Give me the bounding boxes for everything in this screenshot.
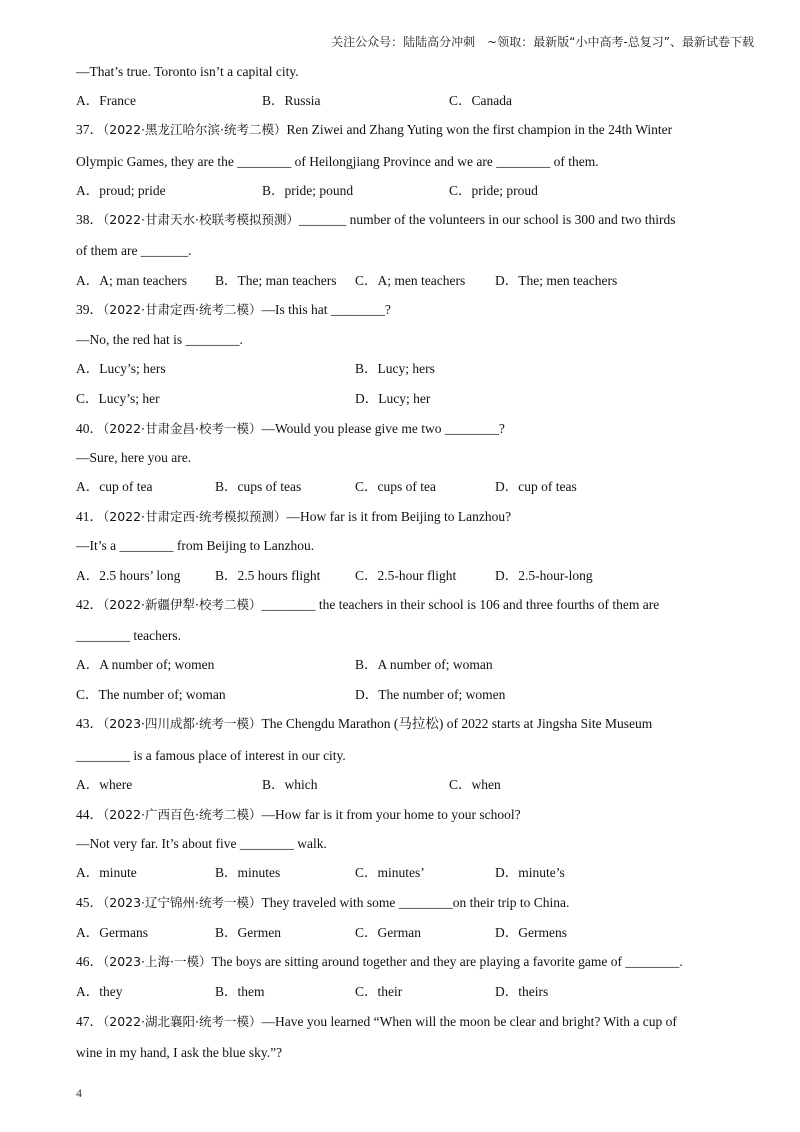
question-38: 38．（2022·甘肃天水·校联考模拟预测）_______ number of the volunteers in our school is 300 and two thirds xyxy=(76,212,676,227)
question-46: 46．（2023·上海·一模）The boys are sitting around together and they are playing a favorite game of ________. xyxy=(76,954,683,969)
question-44: 44．（2022·广西百色·统考二模）—How far is it from your home to your school? xyxy=(76,807,521,822)
option-d: D．Lucy; her xyxy=(355,391,431,406)
option-c: C．The number of; woman xyxy=(76,687,226,702)
option-a: A．proud; pride xyxy=(76,183,166,198)
option-a: A．2.5 hours’ long xyxy=(76,568,181,583)
option-b: B．cups of teas xyxy=(215,479,302,494)
option-b: B．The; man teachers xyxy=(215,273,337,288)
option-b: B．pride; pound xyxy=(262,183,354,198)
question-38-cont: of them are _______. xyxy=(76,243,192,258)
option-b: B．A number of; woman xyxy=(355,657,493,672)
question-39: 39．（2022·甘肃定西·统考二模）—Is this hat ________? xyxy=(76,302,391,317)
dialogue-line: —That’s true. Toronto isn’t a capital city. xyxy=(76,64,299,79)
option-d: D．cup of teas xyxy=(495,479,577,494)
question-43-cont: ________ is a famous place of interest in our city. xyxy=(76,748,346,763)
option-d: D．The; men teachers xyxy=(495,273,618,288)
question-44-cont: —Not very far. It’s about five ________ walk. xyxy=(76,836,327,851)
option-d: D．2.5-hour-long xyxy=(495,568,593,583)
option-a: A．where xyxy=(76,777,133,792)
question-41-cont: —It’s a ________ from Beijing to Lanzhou. xyxy=(76,538,315,553)
page-header: 关注公众号：陆陆高分冲刺 ~领取：最新版“小中高考-总复习”、最新试卷下载 xyxy=(331,35,754,49)
option-b: B．which xyxy=(262,777,318,792)
question-42-cont: ________ teachers. xyxy=(76,628,181,643)
option-c: C．pride; proud xyxy=(449,183,538,198)
option-b: B．Russia xyxy=(262,93,321,108)
option-a: A．they xyxy=(76,984,123,999)
option-b: B．Germen xyxy=(215,925,281,940)
option-c: C．Lucy’s; her xyxy=(76,391,160,406)
option-d: D．minute’s xyxy=(495,865,565,880)
option-a: A．France xyxy=(76,93,136,108)
question-40-cont: —Sure, here you are. xyxy=(76,450,192,465)
option-c: C．Canada xyxy=(449,93,512,108)
option-c: C．their xyxy=(355,984,403,999)
option-a: A．A; man teachers xyxy=(76,273,187,288)
option-d: D．The number of; women xyxy=(355,687,506,702)
question-37-cont: Olympic Games, they are the ________ of Heilongjiang Province and we are ________ of them. xyxy=(76,154,599,169)
option-c: C．cups of tea xyxy=(355,479,436,494)
option-a: A．minute xyxy=(76,865,137,880)
question-45: 45．（2023·辽宁锦州·统考一模）They traveled with some ________on their trip to China. xyxy=(76,895,570,910)
option-c: C．A; men teachers xyxy=(355,273,466,288)
option-a: A．Lucy’s; hers xyxy=(76,361,166,376)
question-47-cont: wine in my hand, I ask the blue sky.”? xyxy=(76,1045,283,1060)
option-a: A．A number of; women xyxy=(76,657,215,672)
question-39-cont: —No, the red hat is ________. xyxy=(76,332,243,347)
option-c: C．when xyxy=(449,777,501,792)
option-d: D．theirs xyxy=(495,984,549,999)
question-47: 47．（2022·湖北襄阳·统考一模）—Have you learned “When will the moon be clear and bright? With a cup of xyxy=(76,1014,677,1029)
option-c: C．German xyxy=(355,925,421,940)
option-b: B．2.5 hours flight xyxy=(215,568,321,583)
option-c: C．minutes’ xyxy=(355,865,425,880)
option-a: A．Germans xyxy=(76,925,148,940)
option-b: B．them xyxy=(215,984,265,999)
question-40: 40．（2022·甘肃金昌·校考一模）—Would you please give me two ________? xyxy=(76,421,505,436)
option-a: A．cup of tea xyxy=(76,479,153,494)
option-c: C．2.5-hour flight xyxy=(355,568,457,583)
question-37: 37．（2022·黑龙江哈尔滨·统考二模）Ren Ziwei and Zhang Yuting won the first champion in the 24th Winter xyxy=(76,122,673,137)
page-number: 4 xyxy=(76,1086,82,1100)
question-43: 43．（2023·四川成都·统考一模）The Chengdu Marathon (马拉松) of 2022 starts at Jingsha Site Museum xyxy=(76,716,653,731)
option-b: B．Lucy; hers xyxy=(355,361,435,376)
option-d: D．Germens xyxy=(495,925,567,940)
option-b: B．minutes xyxy=(215,865,281,880)
question-41: 41．（2022·甘肃定西·统考模拟预测）—How far is it from Beijing to Lanzhou? xyxy=(76,509,512,524)
question-42: 42．（2022·新疆伊犁·校考二模）________ the teachers in their school is 106 and three fourths of them are xyxy=(76,597,660,612)
